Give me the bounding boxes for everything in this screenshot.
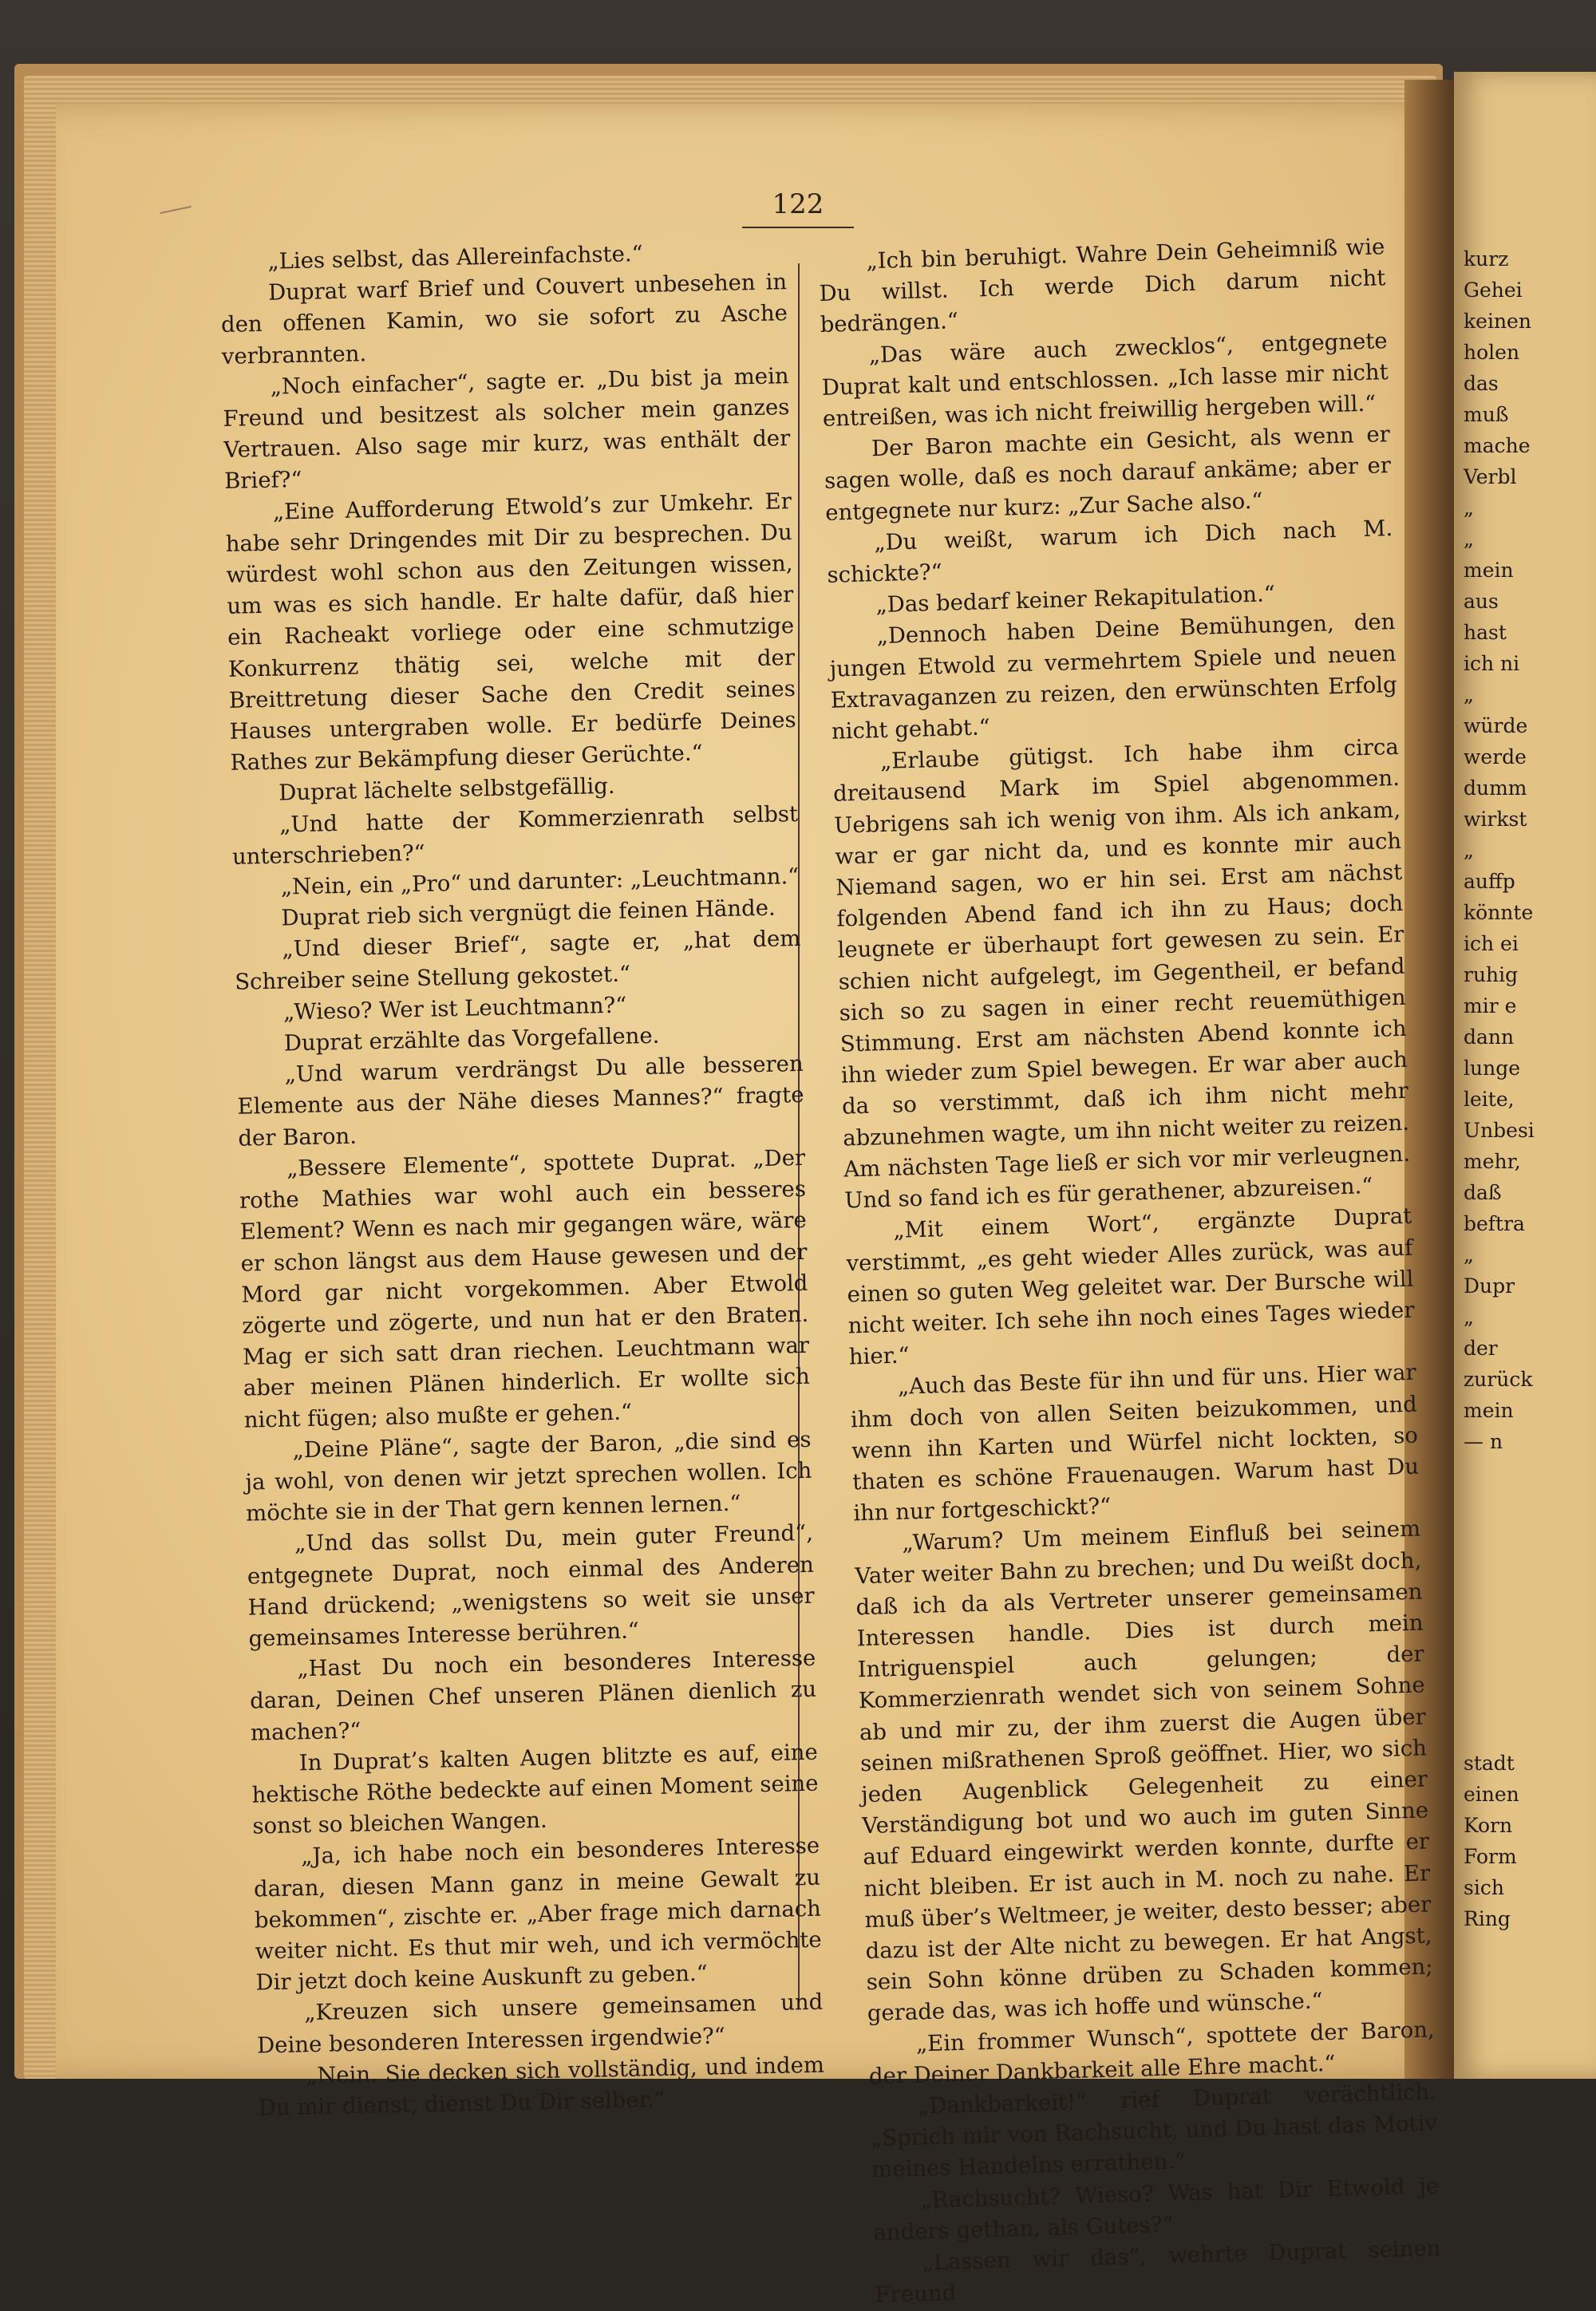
line-fragment: Verbl (1464, 465, 1517, 488)
paragraph: „Hast Du noch ein besonderes Interesse daran, Deinen Chef unseren Plänen dienlich zu machen?“ (249, 1645, 817, 1746)
paragraph: Duprat erzählte das Vorgefallene. (283, 1022, 660, 1057)
line-fragment: mache (1464, 434, 1531, 457)
paragraph: „Nein. Sie decken sich vollständig, und indem Du mir dienst, dienst Du Dir selber.“ (258, 2052, 825, 2121)
line-fragment: keinen (1464, 310, 1531, 333)
paragraph: „Und das sollst Du, mein guter Freund“, entgegnete Duprat, noch einmal des Anderen Hand drückend; „wenigstens so weit sie unser gemeinsames Interesse berühren.“ (247, 1520, 815, 1652)
paragraph: „Und hatte der Kommerzienrath selbst unterschrieben?“ (231, 800, 799, 870)
paragraph: „Lies selbst, das Allereinfachste.“ (267, 240, 643, 275)
line-fragment: „ (1464, 527, 1474, 551)
line-fragment: wirkst (1464, 808, 1527, 831)
paragraph: „Kreuzen sich unsere gemeinsamen und Deine besonderen Interessen irgendwie?“ (256, 1989, 824, 2059)
right-text-column (818, 231, 1442, 2311)
line-fragment: leite, (1464, 1088, 1515, 1111)
paragraph: „Und warum verdrängst Du alle besseren Elemente aus der Nähe dieses Mannes?“ fragte der Baron. (237, 1051, 804, 1152)
paragraph: In Duprat’s kalten Augen blitzte es auf, eine hektische Röthe bedeckte auf einen Moment seine sonst so bleichen Wangen. (251, 1739, 819, 1839)
line-fragment: mein (1464, 1399, 1514, 1422)
line-fragment: holen (1464, 341, 1520, 364)
paragraph: „Ein frommer Wunsch“, spottete der Baron, der Deiner Dankbarkeit alle Ehre macht.“ (868, 2016, 1436, 2089)
paragraph: „Du weißt, warum ich Dich nach M. schickte?“ (827, 515, 1393, 588)
right-page-fragments-bottom (1464, 1748, 1519, 1934)
paragraph: „Wieso? Wer ist Leuchtmann?“ (282, 992, 627, 1025)
line-fragment: Korn (1464, 1814, 1513, 1837)
paragraph: „Erlaube gütigst. Ich habe ihm circa dreitausend Mark im Spiel abgenommen. Uebrigens sah ich wenig von ihm. Als ich ankam, war er gar nicht da, und es konnte mir auch Niemand sagen, wo er hin sei. Erst am nächst folgenden Abend fand ich ihn zu Haus; doch leugnete er überhaupt fort gewesen zu sein. Er schien nicht aufgelegt, im Gegentheil, er befand sich so zu sagen in einer recht reuemüthigen Stimmung. Erst am nächsten Abend konnte ich ihn wieder zum Spiel bewegen. Er war aber auch da so verstimmt, daß ich ihm nicht mehr abzunehmen wagte, um ihn nicht weiter zu reizen. Am nächsten Tage ließ er sich vor mir verleugnen. Und so fand ich es für gerathener, abzureisen.“ (832, 734, 1411, 1214)
line-fragment: mein (1464, 559, 1514, 582)
line-fragment: beftra (1464, 1212, 1525, 1235)
line-fragment: Ring (1464, 1907, 1511, 1930)
line-fragment: „ (1464, 839, 1474, 862)
line-fragment: ich ni (1464, 652, 1520, 675)
line-fragment: kurz (1464, 247, 1509, 271)
line-fragment: ruhig (1464, 963, 1519, 986)
line-fragment: werde (1464, 745, 1527, 768)
line-fragment: ich ei (1464, 932, 1519, 955)
paragraph: „Deine Pläne“, sagte der Baron, „die sind es ja wohl, von denen wir jetzt sprechen wollen. Ich möchte sie in der That gern kennen lernen.“ (245, 1426, 812, 1527)
line-fragment: daß (1464, 1181, 1502, 1204)
paragraph: Der Baron machte ein Gesicht, als wenn er sagen wolle, daß es noch darauf ankäme; aber er entgegnete nur kurz: „Zur Sache also.“ (824, 421, 1392, 526)
paragraph: „Noch einfacher“, sagte er. „Du bist ja mein Freund und besitzest als solcher mein ganzes Vertrauen. Also sage mir kurz, was enthält der Brief?“ (223, 362, 791, 495)
right-page-partial (1454, 72, 1596, 2079)
paragraph: „Auch das Beste für ihn und für uns. Hier war ihm doch von allen Seiten beizukommen, und wenn ihn Karten und Würfel nicht lockten, so thaten es schöne Frauenaugen. Warum hast Du ihn nur fortgeschickt?“ (850, 1359, 1420, 1527)
paragraph: „Mit einem Wort“, ergänzte Duprat verstimmt, „es geht wieder Alles zurück, was auf einen so guten Weg geleitet war. Der Bursche will nicht weiter. Ich sehe ihn noch eines Tages wieder hier.“ (846, 1203, 1415, 1370)
paragraph: „Dennoch haben Deine Bemühungen, den jungen Etwold zu vermehrtem Spiele und neuen Extravaganzen zu reizen, den erwünschten Erfolg nicht gehabt.“ (829, 609, 1398, 745)
paragraph: „Und dieser Brief“, sagte er, „hat dem Schreiber seine Stellung gekostet.“ (234, 926, 801, 995)
line-fragment: — n (1464, 1430, 1503, 1453)
line-fragment: mehr, (1464, 1150, 1521, 1173)
line-fragment: dann (1464, 1025, 1515, 1049)
paragraph: „Warum? Um meinem Einfluß bei seinem Vater weiter Bahn zu brechen; und Du weißt doch, daß ich da als Vertreter unserer gemeinsamen Interessen handle. Dies ist durch mein Intriguenspiel auch gelungen; der Kommerzienrath wendet sich von seinem Sohne ab und mir zu, der ihm zuerst die Augen über seinen mißrathenen Sproß geöffnet. Hier, wo sich jeden Augenblick Gelegenheit zu einer Verständigung bot und wo auch im guten Sinne auf Eduard eingewirkt werden konnte, durfte er nicht bleiben. Er ist auch in M. noch zu nahe. Er muß über’s Weltmeer, je weiter, desto besser; aber dazu ist der Alte nicht zu bewegen. Er hat Angst, sein Sohn könne drüben zu Schaden kommen; gerade das, was ich hoffe und wünsche.“ (855, 1515, 1433, 2027)
paragraph: „Das bedarf keiner Rekapitulation.“ (875, 581, 1276, 618)
left-text-column (219, 235, 825, 2124)
line-fragment: könnte (1464, 901, 1534, 924)
paragraph: „Bessere Elemente“, spottete Duprat. „Der rothe Mathies war wohl auch ein besseres Element? Wenn es nach mir gegangen wäre, wäre er schon längst aus dem Hause gewesen und der Mord gar nicht vorgekommen. Aber Etwold zögerte und zögerte, und nun hat er den Braten. Mag er sich satt dran riechen. Leuchtmann war aber meinen Plänen hinderlich. Er wollte sich nicht fügen; also mußte er gehen.“ (239, 1144, 811, 1433)
paragraph: „Rachsucht? Wieso? Was hat Dir Etwold je anders gethan, als Gutes?“ (873, 2172, 1440, 2246)
paragraph: Duprat rieb sich vergnügt die feinen Hände. (281, 895, 776, 931)
line-fragment: mir e (1464, 994, 1517, 1017)
line-fragment: auffp (1464, 870, 1515, 893)
paragraph: „Nein, ein „Pro“ und darunter: „Leuchtmann.“ (280, 863, 800, 900)
line-fragment: „ (1464, 496, 1474, 519)
line-fragment: stadt (1464, 1752, 1515, 1775)
paragraph: „Ja, ich habe noch ein besonderes Interesse daran, diesen Mann ganz in meine Gewalt zu bekommen“, zischte er. „Aber frage mich darnach weiter nicht. Es thut mir weh, und ich vermöchte Dir jetzt doch keine Auskunft zu geben.“ (253, 1833, 822, 1996)
paragraph: „Lassen wir das“, wehrte Duprat seinen Freund (875, 2235, 1441, 2309)
line-fragment: muß (1464, 403, 1509, 426)
paragraph: Duprat warf Brief und Couvert unbesehen in den offenen Kamin, wo sie sofort zu Asche verbrannten. (220, 269, 788, 369)
line-fragment: „ (1464, 1306, 1474, 1329)
paragraph: „Das wäre auch zwecklos“, entgegnete Duprat kalt und entschlossen. „Ich lasse mir nicht entreißen, was ich nicht freiwillig hergeben will.“ (821, 327, 1389, 432)
line-fragment: Dupr (1464, 1274, 1515, 1298)
line-fragment: Form (1464, 1845, 1517, 1868)
line-fragment: „ (1464, 1243, 1474, 1266)
line-fragment: würde (1464, 714, 1528, 737)
line-fragment: Gehei (1464, 279, 1523, 302)
line-fragment: der (1464, 1337, 1498, 1360)
line-fragment: das (1464, 372, 1499, 395)
line-fragment: „ (1464, 683, 1474, 706)
line-fragment: aus (1464, 590, 1499, 613)
paragraph: „Eine Aufforderung Etwold’s zur Umkehr. Er habe sehr Dringendes mit Dir zu besprechen. Du würdest wohl schon aus den Zeitungen wissen, um was es sich handle. Er halte dafür, daß hier ein Racheakt vorliege oder eine schmutzige Konkurrenz thätig sei, welche mit der Breittretung dieser Sache den Credit seines Hauses untergraben wolle. Er bedürfe Deines Rathes zur Bekämpfung dieser Gerüchte.“ (225, 488, 796, 776)
line-fragment: Unbesi (1464, 1119, 1535, 1142)
page-number: 122 (772, 188, 824, 220)
line-fragment: sich (1464, 1876, 1504, 1899)
right-page-fragments-top (1464, 243, 1535, 1457)
paragraph: „Ich bin beruhigt. Wahre Dein Geheimniß wie Du willst. Ich werde Dich darum nicht bedrängen.“ (819, 234, 1386, 338)
paragraph: „Dankbarkeit!“ rief Duprat verächtlich. „Sprich mir von Rachsucht, und Du hast das Motiv meines Handelns errathen.“ (870, 2079, 1438, 2183)
line-fragment: dumm (1464, 776, 1527, 800)
line-fragment: lunge (1464, 1057, 1520, 1080)
page-number-rule (742, 227, 854, 228)
line-fragment: einen (1464, 1783, 1519, 1806)
paragraph: Duprat lächelte selbstgefällig. (279, 773, 615, 807)
line-fragment: zurück (1464, 1368, 1533, 1391)
line-fragment: hast (1464, 621, 1507, 644)
